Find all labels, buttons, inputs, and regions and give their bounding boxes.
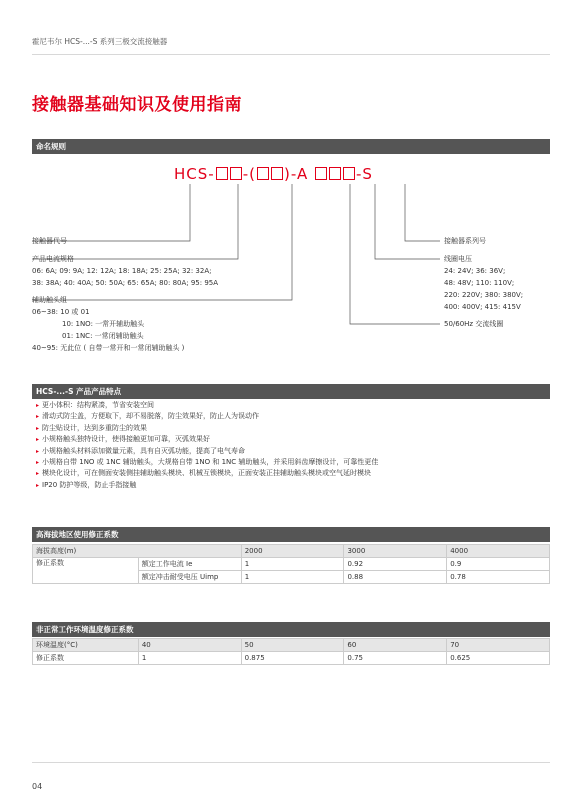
features-section-header: HCS-...-S 产品产品特点: [32, 384, 550, 399]
page-title: 接触器基础知识及使用指南: [32, 95, 242, 115]
page-number: 04: [32, 782, 43, 791]
temperature-table: [32, 638, 550, 665]
list-item: ▸ 小规格触头独特设计，使得接触更加可靠，灭弧效果好: [36, 435, 211, 444]
altitude-section-header: 高海拔地区使用修正系数: [32, 527, 550, 542]
table-cell: 1: [241, 571, 344, 584]
features-list: [36, 400, 378, 491]
table-cell: 50: [241, 639, 344, 652]
bullet-icon: ▸: [36, 424, 40, 432]
aux-line: 10: 1NO: 一常开辅助触头: [62, 320, 145, 328]
list-item: ▸ 更小体积：结构紧凑，节省安装空间: [36, 401, 155, 409]
bullet-icon: ▸: [36, 481, 40, 489]
coil-line: 24: 24V; 36: 36V;: [444, 267, 506, 275]
table-cell: 海拔高度(m): [33, 545, 242, 558]
bullet-icon: ▸: [36, 470, 40, 478]
table-cell: 2000: [241, 545, 344, 558]
naming-section-header: 命名规则: [32, 139, 550, 154]
list-item: ▸ IP20 防护等级，防止手指接触: [36, 480, 137, 489]
list-item: ▸ 防尘贴设计，达到多重防尘的效果: [36, 423, 148, 432]
bullet-icon: ▸: [36, 436, 40, 444]
aux-line: 01: 1NC: 一常闭辅助触头: [62, 332, 144, 340]
table-cell: 0.92: [344, 558, 447, 571]
coil-line: 400: 400V; 415: 415V: [444, 303, 521, 311]
aux-line: 40~95: 无此位 ( 自带一常开和一常闭辅助触头 ): [32, 344, 185, 352]
aux-line: 06~38: 10 或 01: [32, 308, 90, 316]
list-item: ▸ 滑动式防尘盖，方便取下，却不易脱落，防尘效果好，防止人为误动作: [36, 412, 260, 421]
table-cell: 3000: [344, 545, 447, 558]
table-cell: 额定工作电流 Ie: [138, 558, 241, 571]
table-row: [33, 652, 550, 665]
list-item: ▸ 模块化设计，可在侧面安装侧挂辅助触头模块、机械互锁模块，正面安装正挂辅助触头模块或空气延时模块: [36, 469, 372, 478]
list-item: ▸ 小规格自带 1NO 或 1NC 辅助触头，大规格自带 1NO 和 1NC 辅助触头，并采用斜齿摩擦设计，可靠性更佳: [36, 458, 379, 467]
table-row: [33, 558, 550, 571]
temperature-section-header: 非正常工作环境温度修正系数: [32, 622, 550, 637]
table-cell: 60: [344, 639, 447, 652]
code-prefix: HCS: [174, 165, 209, 183]
model-code: HCS- -( )-A -S: [174, 165, 373, 183]
label-contactor-code: 接触器代号: [32, 237, 67, 245]
current-spec-line: 38: 38A; 40: 40A; 50: 50A; 65: 65A; 80: 80A; 95: 95A: [32, 279, 219, 287]
table-row: [33, 639, 550, 652]
bullet-icon: ▸: [36, 447, 40, 455]
table-cell: 0.75: [344, 652, 447, 665]
table-cell: 0.78: [447, 571, 550, 584]
list-item: ▸ 小规格触头材料添加微量元素，具有自灭弧功能，提高了电气寿命: [36, 446, 246, 455]
document-header: 霍尼韦尔 HCS-...-S 系列三极交流接触器: [32, 37, 168, 46]
label-current-spec: 产品电流规格: [32, 255, 74, 263]
table-cell: 0.625: [447, 652, 550, 665]
current-spec-line: 06: 6A; 09: 9A; 12: 12A; 18: 18A; 25: 25A; 32: 32A;: [32, 267, 212, 275]
bullet-icon: ▸: [36, 459, 40, 467]
label-coil-ac: 50/60Hz 交流线圈: [444, 320, 504, 328]
table-row: [33, 545, 550, 558]
table-cell: 额定冲击耐受电压 Uimp: [138, 571, 241, 584]
table-cell: 70: [447, 639, 550, 652]
coil-line: 220: 220V; 380: 380V;: [444, 291, 524, 299]
table-cell: 1: [241, 558, 344, 571]
table-cell: 0.875: [241, 652, 344, 665]
table-cell: 0.88: [344, 571, 447, 584]
label-coil-voltage: 线圈电压: [444, 255, 472, 263]
label-series-code: 接触器系列号: [444, 237, 486, 245]
bullet-icon: ▸: [36, 413, 40, 421]
table-cell: 修正系数: [33, 558, 139, 584]
bullet-icon: ▸: [36, 402, 40, 409]
footer-divider: [32, 762, 550, 763]
altitude-table: [32, 544, 550, 584]
coil-line: 48: 48V; 110: 110V;: [444, 279, 515, 287]
table-cell: 环境温度(°C): [33, 639, 139, 652]
table-cell: 0.9: [447, 558, 550, 571]
table-cell: 40: [138, 639, 241, 652]
table-cell: 修正系数: [33, 652, 139, 665]
table-cell: 1: [138, 652, 241, 665]
table-cell: 4000: [447, 545, 550, 558]
label-aux-group: 辅助触头组: [32, 296, 67, 304]
